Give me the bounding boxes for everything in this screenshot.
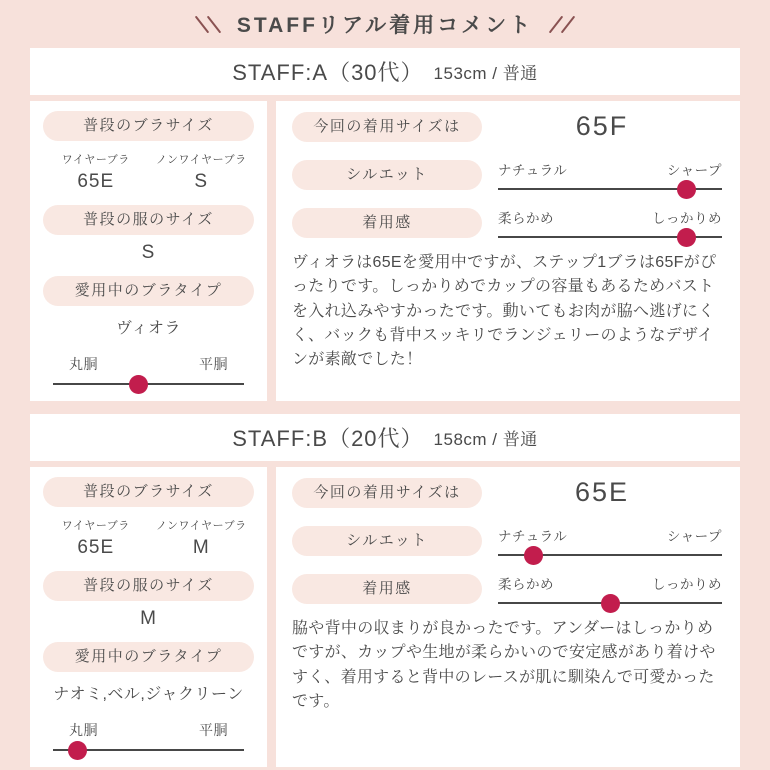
silhouette-slider-dot (524, 546, 543, 565)
wire-bra-cell (43, 151, 149, 193)
silhouette-slider (498, 525, 722, 556)
torso-left-label: 丸胴 (69, 722, 98, 738)
silhouette-slider-labels (498, 525, 722, 545)
fit-slider-labels (498, 207, 722, 227)
fit-row (292, 207, 722, 238)
silhouette-pill: シルエット (292, 160, 482, 190)
staff-name: STAFF:A（30代） (232, 60, 424, 85)
silhouette-slider (498, 159, 722, 190)
silhouette-slider-track (498, 188, 722, 190)
torso-shape-slider (43, 720, 254, 751)
silhouette-right-label: シャープ (666, 163, 722, 178)
staff-b-size-column (30, 467, 267, 767)
wire-bra-label: ワイヤーブラ (61, 520, 130, 532)
wire-bra-cell (43, 517, 149, 559)
usual-bra-size-pill: 普段のブラサイズ (43, 477, 254, 507)
usual-clothes-size-pill: 普段の服のサイズ (43, 571, 254, 601)
non-wire-bra-size-value: S (194, 171, 209, 192)
staff-a-review-column (276, 101, 740, 401)
staff-a-size-column (30, 101, 267, 401)
fit-right-label: しっかりめ (652, 211, 722, 226)
silhouette-left-label: ナチュラル (498, 529, 568, 544)
silhouette-slider-track (498, 554, 722, 556)
non-wire-bra-cell (149, 517, 255, 559)
usual-bra-size-pill: 普段のブラサイズ (43, 111, 254, 141)
silhouette-slider-dot (677, 180, 696, 199)
staff-comment: 脇や背中の収まりが良かったです。アンダーはしっかりめですが、カップや生地が柔らかいので安定感があり着けやすく、着用すると背中のレースが肌に馴染んで可愛かったです。 (292, 620, 716, 710)
staff-a-card (30, 48, 740, 401)
fit-pill: 着用感 (292, 574, 482, 604)
staff-b-header (30, 414, 740, 461)
staff-b-card (30, 414, 740, 767)
fit-left-label: 柔らかめ (498, 577, 554, 592)
non-wire-bra-size-value: M (192, 537, 210, 558)
silhouette-row (292, 525, 722, 556)
staff-profile: 158cm / 普通 (433, 430, 538, 449)
non-wire-bra-label: ノンワイヤーブラ (155, 520, 247, 532)
silhouette-right-label: シャープ (666, 529, 722, 544)
torso-right-label: 平胴 (199, 722, 228, 738)
silhouette-slider-labels (498, 159, 722, 179)
silhouette-pill: シルエット (292, 526, 482, 556)
wearing-size-value: 65F (575, 111, 629, 141)
wearing-size-value: 65E (574, 477, 630, 507)
silhouette-row (292, 159, 722, 190)
wearing-size-row (292, 111, 722, 142)
bra-type-value: ナオミ,ベル,ジャクリーン (53, 686, 244, 703)
torso-shape-slider (43, 354, 254, 385)
page-title: STAFFリアル着用コメント (236, 14, 534, 37)
torso-slider-labels (53, 354, 244, 374)
bra-size-grid (43, 517, 254, 559)
staff-b-body (30, 461, 740, 767)
fit-left-label: 柔らかめ (498, 211, 554, 226)
non-wire-bra-label: ノンワイヤーブラ (155, 154, 247, 166)
title-slashes-right-icon (553, 14, 571, 35)
torso-slider-dot (68, 741, 87, 760)
torso-slider-labels (53, 720, 244, 740)
fit-slider-labels (498, 573, 722, 593)
torso-slider-track (53, 749, 244, 751)
fit-pill: 着用感 (292, 208, 482, 238)
fit-slider-track (498, 236, 722, 238)
fit-slider (498, 573, 722, 604)
fit-slider-dot (601, 594, 620, 613)
non-wire-bra-cell (149, 151, 255, 193)
staff-comment: ヴィオラは65Eを愛用中ですが、ステップ1ブラは65Fがぴったりです。しっかりめでカップの容量もあるためバストを入れ込みやすかったです。動いてもお肉が脇へ逃げにくく、バックも背中スッキリでランジェリーのようなデザインが素敵でした！ (292, 254, 717, 369)
staff-a-body (30, 95, 740, 401)
torso-left-label: 丸胴 (69, 356, 98, 372)
staff-name: STAFF:B（20代） (232, 426, 424, 451)
fit-right-label: しっかりめ (652, 577, 722, 592)
favorite-bra-type-pill: 愛用中のブラタイプ (43, 642, 254, 672)
torso-right-label: 平胴 (199, 356, 228, 372)
bra-type-value: ヴィオラ (115, 320, 182, 337)
bra-size-grid (43, 151, 254, 193)
wearing-size-row (292, 477, 722, 508)
staff-profile: 153cm / 普通 (433, 64, 538, 83)
silhouette-left-label: ナチュラル (498, 163, 568, 178)
title-slashes-left-icon (199, 14, 217, 35)
fit-slider-track (498, 602, 722, 604)
usual-clothes-size-pill: 普段の服のサイズ (43, 205, 254, 235)
wearing-size-pill: 今回の着用サイズは (292, 112, 482, 142)
wire-bra-label: ワイヤーブラ (61, 154, 130, 166)
wearing-size-pill: 今回の着用サイズは (292, 478, 482, 508)
favorite-bra-type-pill: 愛用中のブラタイプ (43, 276, 254, 306)
fit-row (292, 573, 722, 604)
wire-bra-size-value: 65E (77, 171, 115, 192)
clothes-size-value: S (141, 242, 156, 263)
staff-b-review-column (276, 467, 740, 767)
staff-a-header (30, 48, 740, 95)
fit-slider (498, 207, 722, 238)
wire-bra-size-value: 65E (77, 537, 115, 558)
torso-slider-dot (129, 375, 148, 394)
torso-slider-track (53, 383, 244, 385)
fit-slider-dot (677, 228, 696, 247)
page-title-bar (30, 0, 740, 48)
clothes-size-value: M (140, 608, 157, 629)
